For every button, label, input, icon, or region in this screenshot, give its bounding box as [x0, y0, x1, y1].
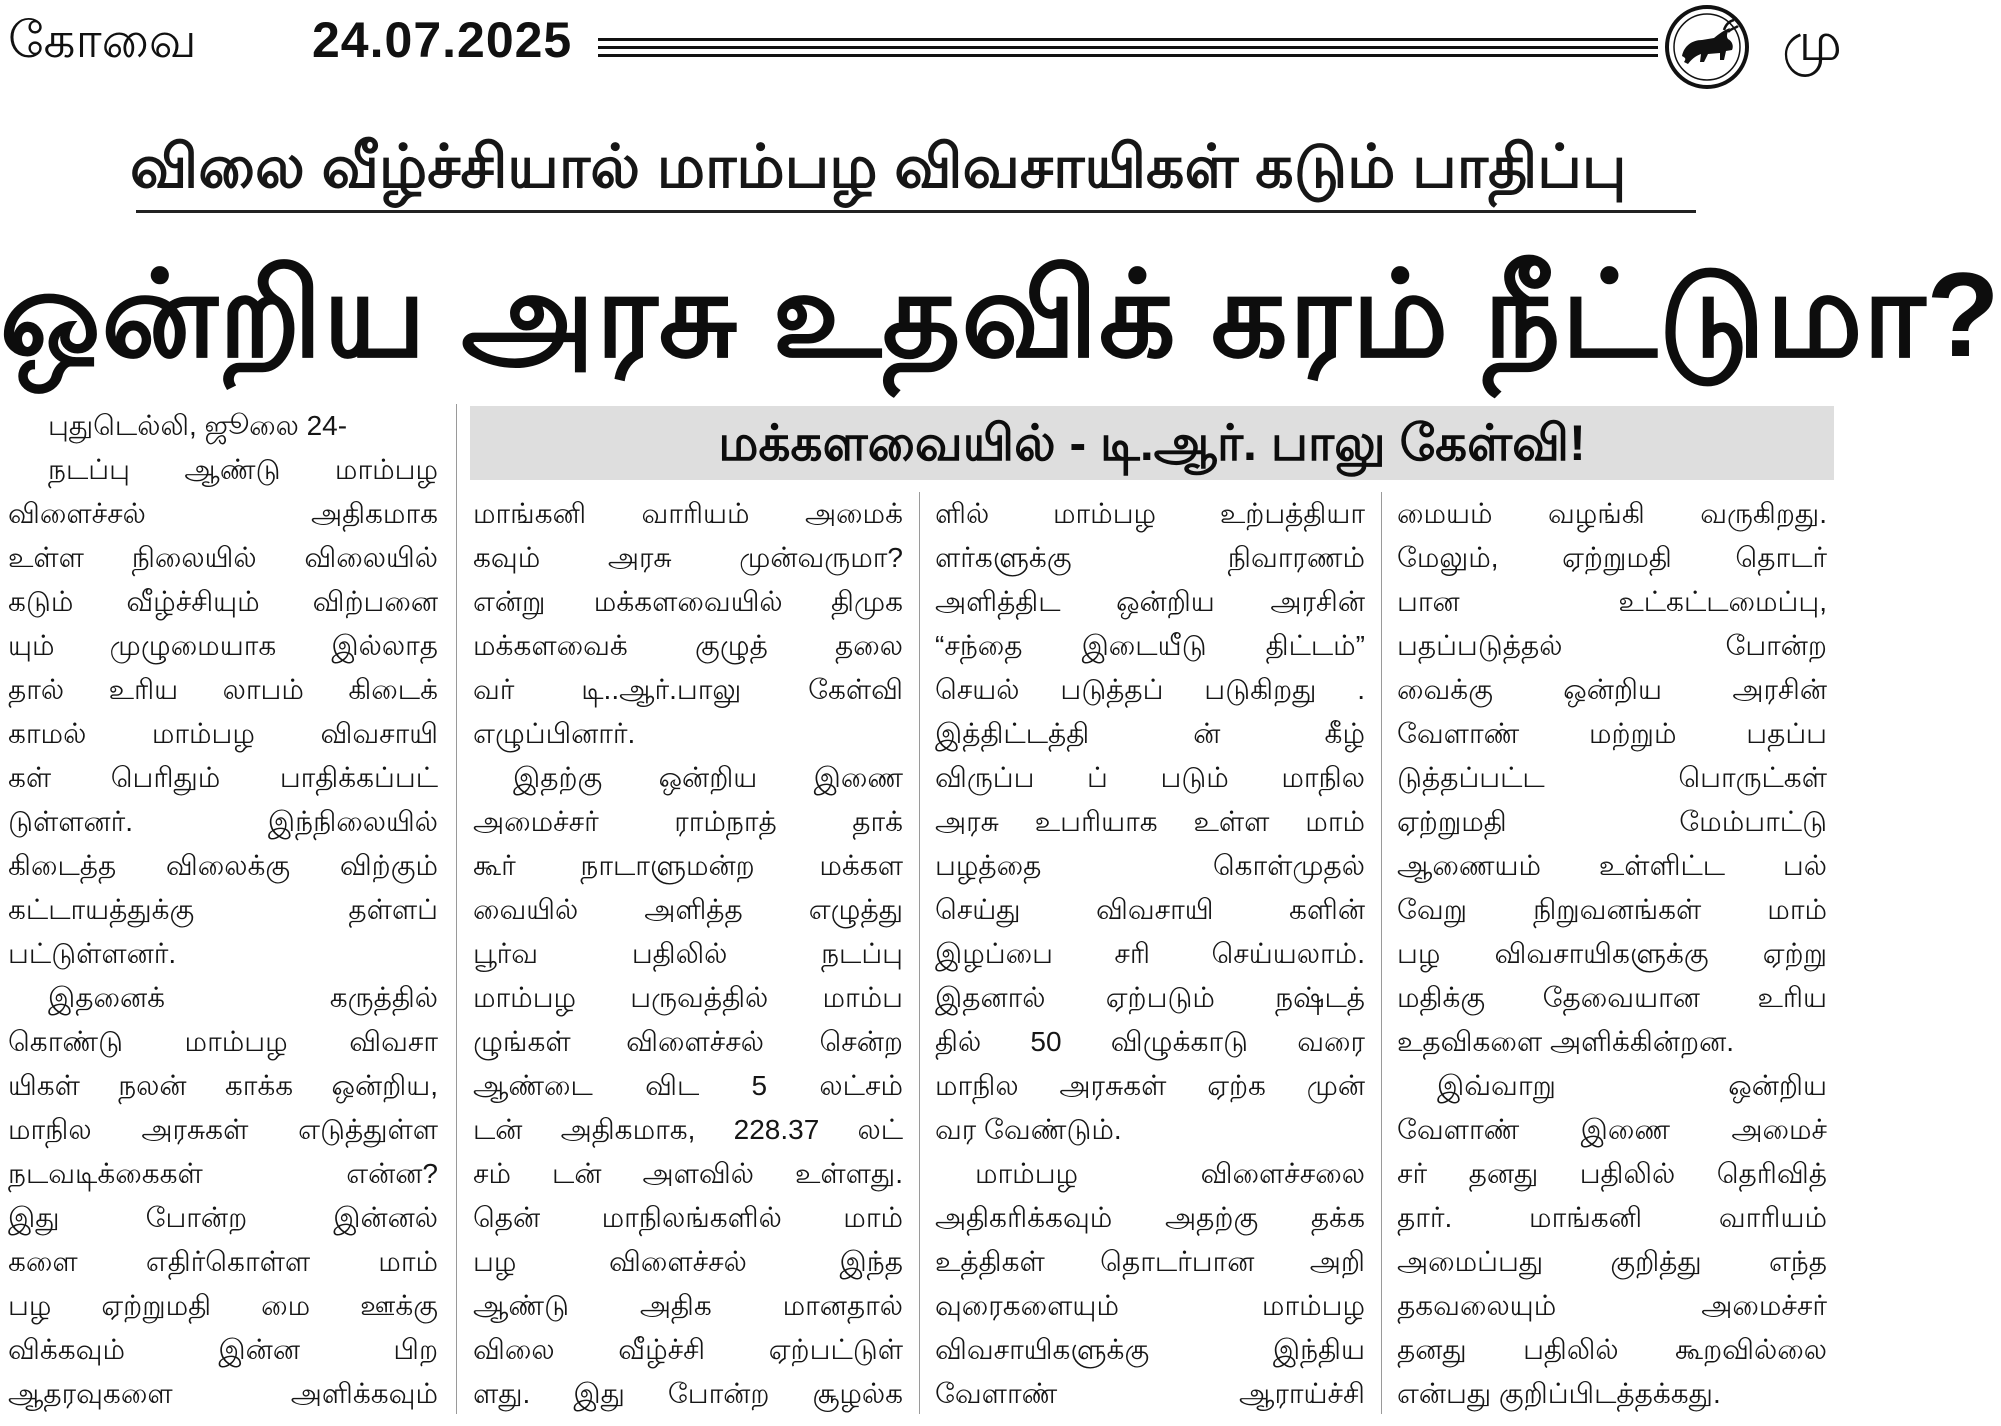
body-line: தார். மாங்கனி வாரியம்	[1397, 1202, 1827, 1233]
body-line: பான உட்கட்டமைப்பு,	[1397, 586, 1827, 617]
body-line: டுள்ளனர். இந்நிலையில்	[8, 806, 438, 837]
article-kicker: விலை வீழ்ச்சியால் மாம்பழ விவசாயிகள் கடும் பாதிப்பு	[130, 133, 1627, 200]
body-line: நடப்பு ஆண்டு மாம்பழ	[48, 454, 438, 485]
body-line: ஆணையம் உள்ளிட்ட பல்	[1397, 850, 1827, 881]
body-line: உள்ள நிலையில் விலையில்	[8, 542, 438, 573]
bull-emblem-icon	[1664, 4, 1750, 90]
body-line: தென் மாநிலங்களில் மாம்	[473, 1202, 903, 1233]
body-line: ழுங்கள் விளைச்சல் சென்ற	[473, 1026, 903, 1057]
body-line: கள் பெரிதும் பாதிக்கப்பட்	[8, 762, 438, 793]
body-line: வர வேண்டும்.	[935, 1114, 1122, 1145]
body-line: இது போன்ற இன்னல்	[8, 1202, 438, 1233]
body-line: ஆண்டை விட 5 லட்சம்	[473, 1070, 903, 1101]
edition-city: கோவை	[8, 12, 197, 68]
body-line: விளைச்சல் அதிகமாக	[8, 498, 438, 529]
body-line: ளது. இது போன்ற சூழல்க	[473, 1378, 903, 1409]
body-line: தகவலையும் அமைச்சர்	[1397, 1290, 1827, 1321]
body-line: மாம்பழ விளைச்சலை	[975, 1158, 1365, 1189]
body-line: பழ விவசாயிகளுக்கு ஏற்று	[1397, 938, 1827, 969]
body-line: கடும் வீழ்ச்சியும் விற்பனை	[8, 586, 438, 617]
body-line: டுத்தப்பட்ட பொருட்கள்	[1397, 762, 1827, 793]
article-subhead: மக்களவையில் - டி.ஆர். பாலு கேள்வி!	[718, 415, 1586, 471]
body-line: ஏற்றுமதி மேம்பாட்டு	[1397, 806, 1827, 837]
body-line: விக்கவும் இன்ன பிற	[8, 1334, 438, 1365]
body-line: மக்களவைக் குழுத் தலை	[473, 630, 903, 661]
edition-date: 24.07.2025	[312, 12, 573, 68]
body-line: வேளாண் ஆராய்ச்சி	[935, 1378, 1365, 1409]
body-line: தனது பதிலில் கூறவில்லை	[1397, 1334, 1827, 1365]
body-line: உத்திகள் தொடர்பான அறி	[935, 1246, 1365, 1277]
body-line: செய்து விவசாயி களின்	[935, 894, 1365, 925]
body-line: ஆதரவுகளை அளிக்கவும்	[8, 1378, 438, 1409]
body-line: பழத்தை கொள்முதல்	[935, 850, 1365, 881]
masthead-title: மு	[1782, 12, 1842, 72]
body-line: விவசாயிகளுக்கு இந்திய	[935, 1334, 1365, 1365]
body-line: கூர் நாடாளுமன்ற மக்கள	[473, 850, 903, 881]
body-line: அதிகரிக்கவும் அதற்கு தக்க	[935, 1202, 1365, 1233]
body-line: வைக்கு ஒன்றிய அரசின்	[1397, 674, 1827, 705]
body-line: மேலும், ஏற்றுமதி தொடர்	[1397, 542, 1827, 573]
body-line: நடவடிக்கைகள் என்ன?	[8, 1158, 438, 1189]
column-divider	[1381, 492, 1382, 1414]
article-column-4	[1397, 492, 1827, 1416]
body-line: புதுடெல்லி, ஜூலை 24-	[48, 410, 348, 441]
body-line: சர் தனது பதிலில் தெரிவித்	[1397, 1158, 1827, 1189]
body-line: கொண்டு மாம்பழ விவசா	[8, 1026, 438, 1057]
body-line: வேறு நிறுவனங்கள் மாம்	[1397, 894, 1827, 925]
column-divider	[919, 492, 920, 1414]
body-line: என்பது குறிப்பிடத்தக்கது.	[1397, 1378, 1721, 1409]
masthead-rule	[598, 54, 1658, 57]
body-line: “சந்தை இடையீடு திட்டம்”	[935, 630, 1365, 661]
body-line: அமைப்பது குறித்து எந்த	[1397, 1246, 1827, 1277]
body-line: வர் டி..ஆர்.பாலு கேள்வி	[473, 674, 903, 705]
body-line: களை எதிர்கொள்ள மாம்	[8, 1246, 438, 1277]
body-line: இழப்பை சரி செய்யலாம்.	[935, 938, 1365, 969]
body-line: தால் உரிய லாபம் கிடைக்	[8, 674, 438, 705]
body-line: மாங்கனி வாரியம் அமைக்	[473, 498, 903, 529]
body-line: ளர்களுக்கு நிவாரணம்	[935, 542, 1365, 573]
body-line: பட்டுள்ளனர்.	[8, 938, 177, 969]
body-line: சம் டன் அளவில் உள்ளது.	[473, 1158, 903, 1189]
body-line: கட்டாயத்துக்கு தள்ளப்	[8, 894, 438, 925]
body-line: ளில் மாம்பழ உற்பத்தியா	[935, 498, 1365, 529]
body-line: பழ விளைச்சல் இந்த	[473, 1246, 903, 1277]
body-line: பூர்வ பதிலில் நடப்பு	[473, 938, 903, 969]
body-line: அளித்திட ஒன்றிய அரசின்	[935, 586, 1365, 617]
body-line: இதற்கு ஒன்றிய இணை	[513, 762, 903, 793]
article-column-1	[8, 404, 438, 1416]
body-line: விருப்ப ப் படும் மாநில	[935, 762, 1365, 793]
body-line: கவும் அரசு முன்வருமா?	[473, 542, 903, 573]
body-line: கிடைத்த விலைக்கு விற்கும்	[8, 850, 438, 881]
column-divider	[456, 404, 457, 1414]
body-line: விலை வீழ்ச்சி ஏற்பட்டுள்	[473, 1334, 903, 1365]
body-line: தில் 50 விழுக்காடு வரை	[935, 1026, 1365, 1057]
body-line: யிகள் நலன் காக்க ஒன்றிய,	[8, 1070, 438, 1101]
body-line: உதவிகளை அளிக்கின்றன.	[1397, 1026, 1735, 1057]
body-line: செயல் படுத்தப் படுகிறது .	[935, 674, 1365, 705]
body-line: அரசு உபரியாக உள்ள மாம்	[935, 806, 1365, 837]
body-line: இதனால் ஏற்படும் நஷ்டத்	[935, 982, 1365, 1013]
body-line: காமல் மாம்பழ விவசாயி	[8, 718, 438, 749]
article-column-2	[473, 492, 903, 1416]
body-line: பழ ஏற்றுமதி மை ஊக்கு	[8, 1290, 438, 1321]
body-line: வேளாண் மற்றும் பதப்ப	[1397, 718, 1827, 749]
masthead-strip	[0, 0, 1842, 92]
body-line: யும் முழுமையாக இல்லாத	[8, 630, 438, 661]
article-headline: ஒன்றிய அரசு உதவிக் கரம் நீட்டுமா?	[0, 248, 2001, 382]
body-line: வேளாண் இணை அமைச்	[1397, 1114, 1827, 1145]
body-line: வுரைகளையும் மாம்பழ	[935, 1290, 1365, 1321]
body-line: டன் அதிகமாக, 228.37 லட்	[473, 1114, 903, 1145]
body-line: பதப்படுத்தல் போன்ற	[1397, 630, 1827, 661]
masthead-rule	[598, 38, 1658, 41]
body-line: இத்திட்டத்தி ன் கீழ்	[935, 718, 1365, 749]
masthead-rule	[598, 46, 1658, 49]
body-line: வையில் அளித்த எழுத்து	[473, 894, 903, 925]
body-line: என்று மக்களவையில் திமுக	[473, 586, 903, 617]
body-line: மாநில அரசுகள் எடுத்துள்ள	[8, 1114, 438, 1145]
body-line: அமைச்சர் ராம்நாத் தாக்	[473, 806, 903, 837]
body-line: மதிக்கு தேவையான உரிய	[1397, 982, 1827, 1013]
body-line: எழுப்பினார்.	[473, 718, 636, 749]
body-line: மையம் வழங்கி வருகிறது.	[1397, 498, 1827, 529]
kicker-underline	[136, 210, 1696, 213]
body-line: மாம்பழ பருவத்தில் மாம்ப	[473, 982, 903, 1013]
body-line: இதனைக் கருத்தில்	[48, 982, 438, 1013]
article-column-3	[935, 492, 1365, 1416]
body-line: இவ்வாறு ஒன்றிய	[1437, 1070, 1827, 1101]
body-line: ஆண்டு அதிக மானதால்	[473, 1290, 903, 1321]
body-line: மாநில அரசுகள் ஏற்க முன்	[935, 1070, 1365, 1101]
